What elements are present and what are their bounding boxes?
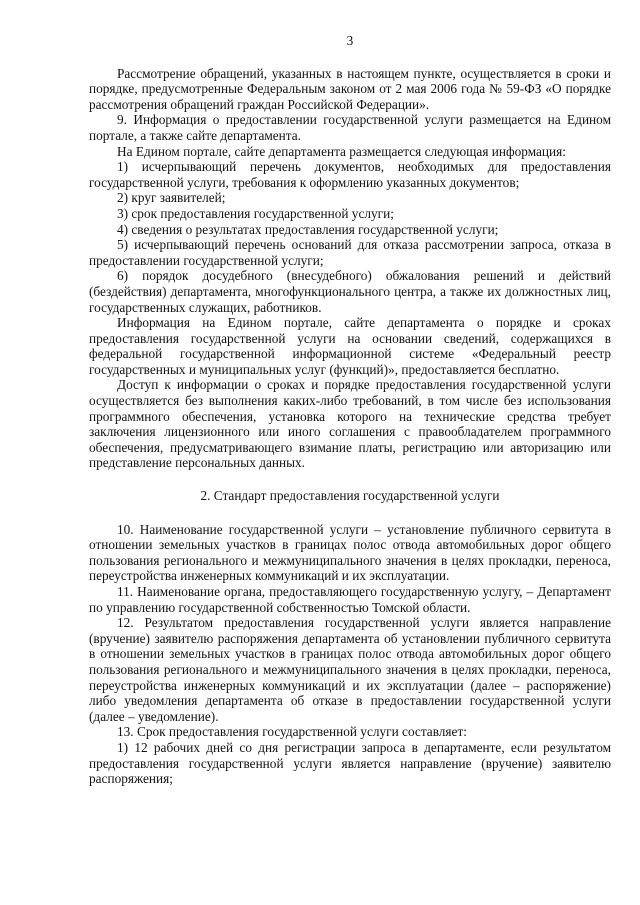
paragraph-access-info: Доступ к информации о сроках и порядке предоставления государственной услуги осуществляется без выполнения каких-либо требований, в том числе без использования программного обеспечения, установка которого на технические средства требует заключения лицензионного или иного соглашения с правообладателем программного обеспечения, предусматривающего взимание платы, регистрацию или авторизацию или представление персональных данных. xyxy=(89,377,611,471)
list-item-documents: 1) исчерпывающий перечень документов, необходимых для предоставления государственной услуги, требования к оформлению указанных документов; xyxy=(89,159,611,190)
list-item-results: 4) сведения о результатах предоставления государственной услуги; xyxy=(117,221,499,237)
section-title: 2. Стандарт предоставления государственной услуги xyxy=(200,488,500,504)
list-item-appeal-procedure: 6) порядок досудебного (внесудебного) обжалования решений и действий (бездействия) департамента, многофункционального центра, а также их должностных лиц, государственных служащих, работников. xyxy=(89,268,611,315)
paragraph-item-13: 13. Срок предоставления государственной услуги составляет: xyxy=(117,724,467,740)
page-number: 3 xyxy=(346,33,354,48)
paragraph-portal-info-intro: На Едином портале, сайте департамента размещается следующая информация: xyxy=(117,143,566,159)
document-page xyxy=(89,33,611,787)
list-item-12-days: 1) 12 рабочих дней со дня регистрации запроса в департаменте, если результатом предоставления государственной услуги является направление (вручение) заявителю распоряжения; xyxy=(89,739,611,787)
paragraph-free-info: Информация на Едином портале, сайте департамента о порядке и сроках предоставления государственной услуги на основании сведений, содержащихся в федеральной государственной информационной системе «Федеральный реестр государственных и муниципальных услуг (функций)», предоставляется бесплатно. xyxy=(89,315,611,377)
paragraph-item-12: 12. Результатом предоставления государственной услуги является направление (вручение) заявителю распоряжения департамента об установлении публичного сервитута в отношении земельных участков в границах полос отвода автомобильных дорог общего пользования регионального и межмуниципального значения в целях прокладки, переноса, переустройства инженерных коммуникаций и их эксплуатации (далее – распоряжение) либо уведомления департамента об отказе в предоставлении государственной услуги (далее – уведомление). xyxy=(89,615,611,724)
list-item-refusal-grounds: 5) исчерпывающий перечень оснований для отказа рассмотрении запроса, отказа в предоставлении государственной услуги; xyxy=(89,237,611,268)
paragraph-consideration-terms: Рассмотрение обращений, указанных в настоящем пункте, осуществляется в сроки и порядке, предусмотренные Федеральным законом от 2 мая 2006 года № 59-ФЗ «О порядке рассмотрения обращений граждан Российской Федерации». xyxy=(89,65,611,112)
list-item-term: 3) срок предоставления государственной услуги; xyxy=(117,205,394,221)
list-item-applicants: 2) круг заявителей; xyxy=(117,190,226,206)
paragraph-item-9: 9. Информация о предоставлении государственной услуги размещается на Едином портале, а также сайте департамента. xyxy=(89,112,611,143)
paragraph-item-10: 10. Наименование государственной услуги – установление публичного сервитута в отношении земельных участков в границах полос отвода автомобильных дорог общего пользования регионального и межмуниципального значения в целях прокладки, переноса, переустройства инженерных коммуникаций и их эксплуатации. xyxy=(89,521,611,584)
paragraph-item-11: 11. Наименование органа, предоставляющего государственную услугу, – Департамент по управлению государственной собственностью Томской области. xyxy=(89,584,611,615)
